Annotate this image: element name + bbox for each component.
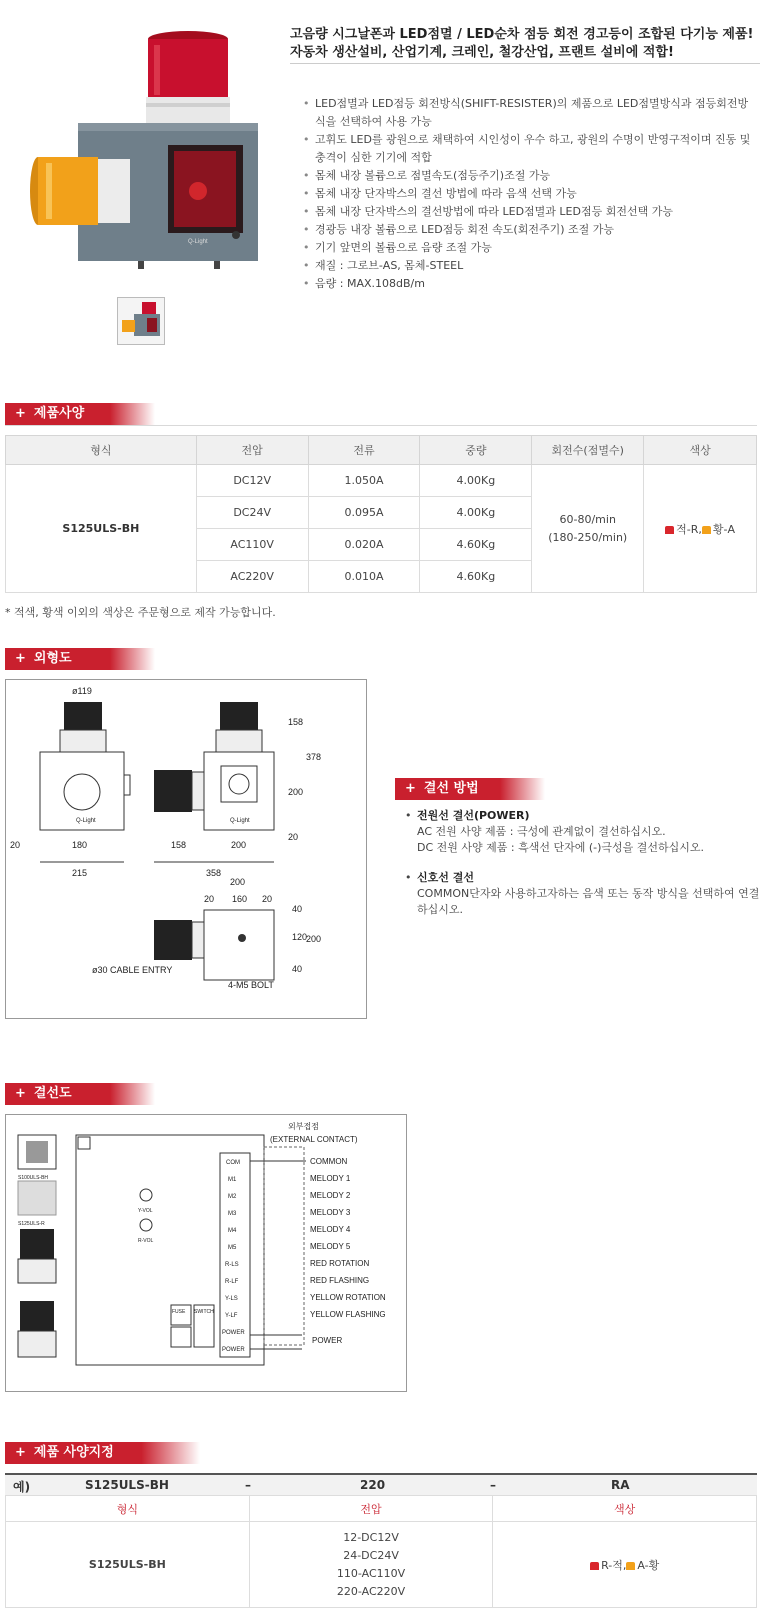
- spec-current: 1.050A: [308, 465, 420, 497]
- order-row: [6, 1522, 757, 1608]
- order-voltage: 110-AC110V: [336, 1566, 406, 1580]
- spec-rotation: [532, 465, 644, 593]
- dim-label: 20: [10, 840, 21, 850]
- spec-weight: 4.00Kg: [420, 465, 532, 497]
- spec-col-header: 전류: [308, 436, 420, 465]
- wire-terminal: POWER: [222, 1347, 245, 1353]
- headline-divider: [290, 63, 760, 64]
- wire-fuse: FUSE: [172, 1309, 186, 1315]
- dim-label: 20: [288, 832, 299, 842]
- order-example-voltage: 220: [360, 1478, 386, 1492]
- dim-label: 160: [232, 894, 248, 904]
- section-header-order: + 제품 사양지정: [5, 1442, 200, 1464]
- wire-switch: SWITCH: [194, 1309, 214, 1315]
- wire-label: RED ROTATION: [310, 1259, 370, 1268]
- wire-label: COMMON: [310, 1157, 348, 1166]
- feature-item: • 몸체 내장 단자박스의 결선방법에 따라 LED점멸과 LED점등 회전선택 가능: [303, 203, 758, 221]
- feature-item: • 음량 : MAX.108dB/m: [303, 275, 758, 293]
- spec-table: [5, 435, 757, 593]
- feature-item: • 몸체 내장 단자박스의 결선 방법에 따라 음색 선택 가능: [303, 185, 758, 203]
- dimension-drawing: [5, 679, 367, 1019]
- order-color-red: R-적,: [601, 1558, 627, 1572]
- spec-current: 0.020A: [308, 529, 420, 561]
- spec-rotation-normal: 60-80/min: [559, 512, 616, 526]
- wire-module-label: S100ULS-BH: [18, 1175, 49, 1181]
- section-header-method: + 결선 방법: [395, 778, 545, 800]
- order-col-header: 색상: [493, 1496, 757, 1522]
- wire-title-kr: 외부접점: [288, 1122, 319, 1131]
- wire-terminal: M5: [228, 1245, 237, 1251]
- wire-label: MELODY 3: [310, 1208, 351, 1217]
- order-header-row: [6, 1496, 757, 1522]
- spec-col-header: 형식: [6, 436, 197, 465]
- dim-label: 200: [306, 934, 322, 944]
- power-wiring-title: • 전원선 결선(POWER): [417, 809, 530, 822]
- dim-label: ø119: [72, 686, 92, 696]
- dim-label: 40: [292, 904, 303, 914]
- spec-rotation-flash: (180-250/min): [548, 530, 628, 544]
- product-photo: [18, 25, 258, 275]
- wire-label: MELODY 5: [310, 1242, 351, 1251]
- order-color: [493, 1522, 757, 1608]
- dim-label: 158: [288, 717, 304, 727]
- dim-label: 378: [306, 752, 322, 762]
- spec-current: 0.010A: [308, 561, 420, 593]
- section-header-outline: + 외형도: [5, 648, 155, 670]
- dim-label: 200: [231, 840, 247, 850]
- spec-weight: 4.60Kg: [420, 561, 532, 593]
- feature-item: • 기기 앞면의 볼륨으로 음량 조절 가능: [303, 239, 758, 257]
- wire-terminal: COM: [226, 1160, 240, 1166]
- spec-model: S125ULS-BH: [6, 465, 197, 593]
- spec-row: [6, 465, 757, 497]
- wire-terminal: M1: [228, 1177, 237, 1183]
- wire-terminal: POWER: [222, 1330, 245, 1336]
- order-voltage: 220-AC220V: [336, 1584, 406, 1598]
- order-example-label: 예): [13, 1480, 31, 1494]
- dim-label: 120: [292, 932, 308, 942]
- order-example-dash: –: [490, 1478, 496, 1492]
- dim-label: 200: [230, 877, 246, 887]
- wire-terminal: Y-LF: [225, 1313, 238, 1319]
- wire-label: RED FLASHING: [310, 1276, 370, 1285]
- wire-title-en: (EXTERNAL CONTACT): [270, 1135, 358, 1144]
- red-lamp-icon: [665, 526, 674, 534]
- wire-terminal: Y-LS: [225, 1296, 238, 1302]
- power-wiring-dc: DC 전원 사양 제품 : 흑색선 단자에 (-)극성을 결선하십시오.: [417, 841, 705, 854]
- wire-terminal: M2: [228, 1194, 237, 1200]
- spec-col-header: 전압: [196, 436, 308, 465]
- dim-brand: Q-Light: [230, 818, 250, 824]
- feature-list: [303, 95, 758, 293]
- spec-color-red: 적-R,: [676, 522, 702, 536]
- power-wiring-ac: AC 전원 사양 제품 : 극성에 관계없이 결선하십시오.: [417, 825, 666, 838]
- spec-col-header: 회전수(점멸수): [532, 436, 644, 465]
- amber-lamp-icon: [702, 526, 711, 534]
- wire-terminal: M3: [228, 1211, 237, 1217]
- dim-bolt: 4-M5 BOLT: [228, 980, 274, 990]
- amber-lamp-icon: [626, 1562, 635, 1570]
- dim-label: 200: [288, 787, 304, 797]
- section-header-wiring: + 결선도: [5, 1083, 155, 1105]
- spec-voltage: AC220V: [196, 561, 308, 593]
- spec-voltage: AC110V: [196, 529, 308, 561]
- spec-col-header: 중량: [420, 436, 532, 465]
- spec-weight: 4.60Kg: [420, 529, 532, 561]
- signal-wiring: [405, 870, 760, 918]
- spec-current: 0.095A: [308, 497, 420, 529]
- order-voltage: 12-DC12V: [343, 1530, 399, 1544]
- dim-label: 40: [292, 964, 303, 974]
- wire-label: POWER: [312, 1336, 343, 1345]
- section-divider: [5, 425, 757, 426]
- wire-terminal: M4: [228, 1228, 237, 1234]
- order-col-header: 형식: [6, 1496, 250, 1522]
- dim-brand: Q-Light: [76, 818, 96, 824]
- wire-terminal: R-LS: [225, 1262, 239, 1268]
- feature-item: • LED점멸과 LED점등 회전방식(SHIFT-RESISTER)의 제품으로 LED점멸방식과 점등회전방식을 선택하여 사용 가능: [303, 95, 758, 131]
- wire-vol: R-VOL: [138, 1238, 154, 1244]
- order-example-dash: –: [245, 1478, 251, 1492]
- product-headline: 고음량 시그날폰과 LED점멸 / LED순차 점등 회전 경고등이 조합된 다기능 제품! 자동차 생산설비, 산업기계, 크레인, 철강산업, 프랜트 설비에 적합!: [290, 27, 754, 60]
- spec-header-row: [6, 436, 757, 465]
- spec-voltage: DC24V: [196, 497, 308, 529]
- wire-vol: Y-VOL: [138, 1208, 153, 1214]
- wire-terminal: R-LF: [225, 1279, 239, 1285]
- spec-weight: 4.00Kg: [420, 497, 532, 529]
- spec-col-header: 색상: [644, 436, 757, 465]
- order-model: S125ULS-BH: [6, 1522, 250, 1608]
- wire-label: YELLOW FLASHING: [310, 1310, 386, 1319]
- dim-label: 158: [171, 840, 187, 850]
- wire-module-label: S125ULS-R: [18, 1221, 45, 1227]
- spec-voltage: DC12V: [196, 465, 308, 497]
- photo-brand: Q-Light: [188, 239, 208, 245]
- dim-label: 180: [72, 840, 88, 850]
- order-example: [5, 1473, 757, 1495]
- red-lamp-icon: [590, 1562, 599, 1570]
- order-table: [5, 1495, 757, 1608]
- spec-color: [644, 465, 757, 593]
- feature-item: • 재질 : 그로브-AS, 몸체-STEEL: [303, 257, 758, 275]
- order-color-amber: A-황: [637, 1558, 660, 1572]
- order-voltage: 24-DC24V: [343, 1548, 399, 1562]
- wire-label: MELODY 4: [310, 1225, 351, 1234]
- signal-wiring-text: COMMON단자와 사용하고자하는 음색 또는 동작 방식을 선택하여 연결하십시오.: [417, 887, 760, 916]
- section-header-spec: + 제품사양: [5, 403, 155, 425]
- wiring-method: [405, 808, 760, 932]
- feature-item: • 고휘도 LED를 광원으로 채택하여 시인성이 우수 하고, 광원의 수명이 반영구적이며 진동 및 충격이 심한 기기에 적합: [303, 131, 758, 167]
- wire-label: YELLOW ROTATION: [310, 1293, 386, 1302]
- order-col-header: 전압: [249, 1496, 493, 1522]
- dim-label: 215: [72, 868, 88, 878]
- wire-label: MELODY 2: [310, 1191, 351, 1200]
- wiring-diagram: [5, 1114, 407, 1392]
- spec-note: * 적색, 황색 이외의 색상은 주문형으로 제작 가능합니다.: [5, 606, 276, 619]
- dim-label: 358: [206, 868, 222, 878]
- order-example-color: RA: [611, 1478, 630, 1492]
- product-thumbnail[interactable]: [117, 297, 165, 345]
- dim-label: 20: [262, 894, 273, 904]
- dim-cable: ø30 CABLE ENTRY: [92, 965, 173, 975]
- wire-label: MELODY 1: [310, 1174, 351, 1183]
- order-voltages: [249, 1522, 493, 1608]
- feature-item: • 몸체 내장 볼륨으로 점멸속도(점등주기)조절 가능: [303, 167, 758, 185]
- spec-color-amber: 황-A: [712, 522, 736, 536]
- feature-item: • 경광등 내장 볼륨으로 LED점등 회전 속도(회전주기) 조절 가능: [303, 221, 758, 239]
- power-wiring: [405, 808, 760, 856]
- dim-label: 20: [204, 894, 215, 904]
- signal-wiring-title: • 신호선 결선: [417, 871, 474, 884]
- order-example-model: S125ULS-BH: [85, 1478, 169, 1492]
